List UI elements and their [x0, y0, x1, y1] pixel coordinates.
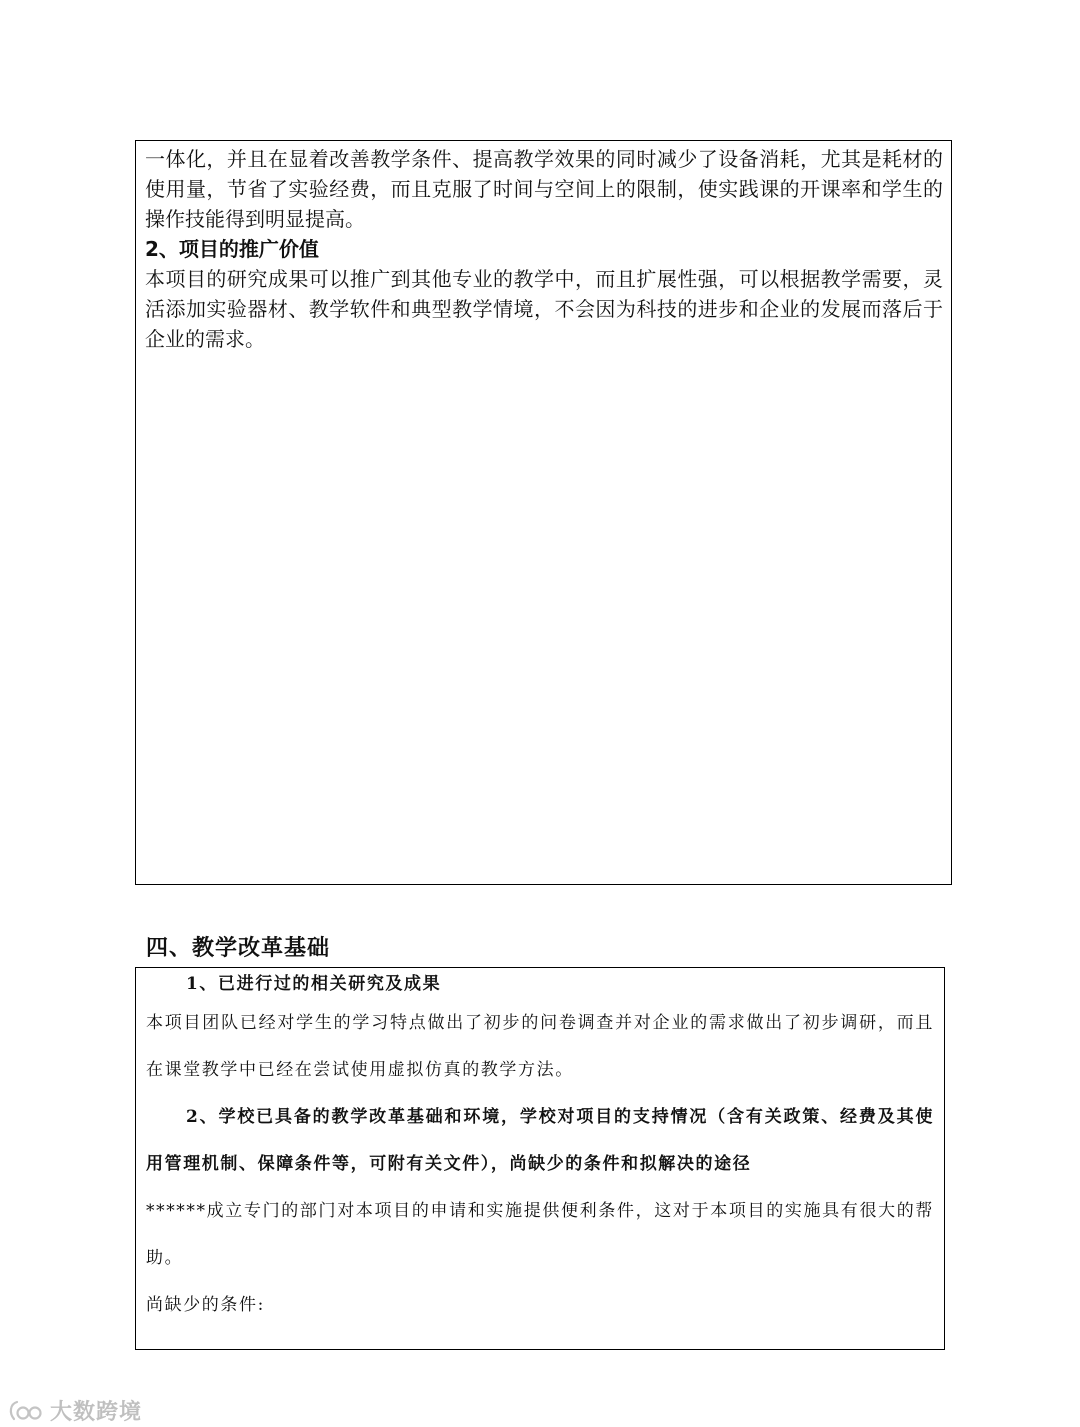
section-four-paragraph-3: 尚缺少的条件: — [146, 1295, 265, 1315]
section-four-paragraph-1: 本项目团队已经对学生的学习特点做出了初步的问卷调查并对企业的需求做出了初步调研，而且在课堂教学中已经在尝试使用虚拟仿真的教学方法。 — [146, 1013, 934, 1080]
section-three-heading-2: 2、项目的推广价值 — [145, 237, 319, 261]
section-three-content-box — [135, 140, 952, 885]
section-three-paragraph-1: 一体化，并且在显着改善教学条件、提高教学效果的同时减少了设备消耗，尤其是耗材的使用量，节省了实验经费，而且克服了时间与空间上的限制，使实践课的开课率和学生的操作技能得到明显提高。 — [145, 147, 943, 231]
watermark-text: 大数跨境 — [50, 1400, 143, 1425]
section-four-title: 四、教学改革基础 — [146, 936, 331, 961]
brand-logo-icon — [8, 1399, 44, 1423]
section-three-paragraph-2: 本项目的研究成果可以推广到其他专业的教学中，而且扩展性强，可以根据教学需要，灵活添加实验器材、教学软件和典型教学情境，不会因为科技的进步和企业的发展而落后于企业的需求。 — [145, 267, 943, 351]
section-four-content-box — [135, 967, 945, 1350]
section-four-heading-1: 1、已进行过的相关研究及成果 — [186, 974, 442, 994]
section-four-heading-2: 2、学校已具备的教学改革基础和环境，学校对项目的支持情况（含有关政策、经费及其使用管理机制、保障条件等，可附有关文件），尚缺少的条件和拟解决的途径 — [146, 1107, 934, 1174]
watermark — [8, 1395, 142, 1426]
section-four-paragraph-2: ******成立专门的部门对本项目的申请和实施提供便利条件，这对于本项目的实施具有很大的帮助。 — [146, 1201, 934, 1268]
